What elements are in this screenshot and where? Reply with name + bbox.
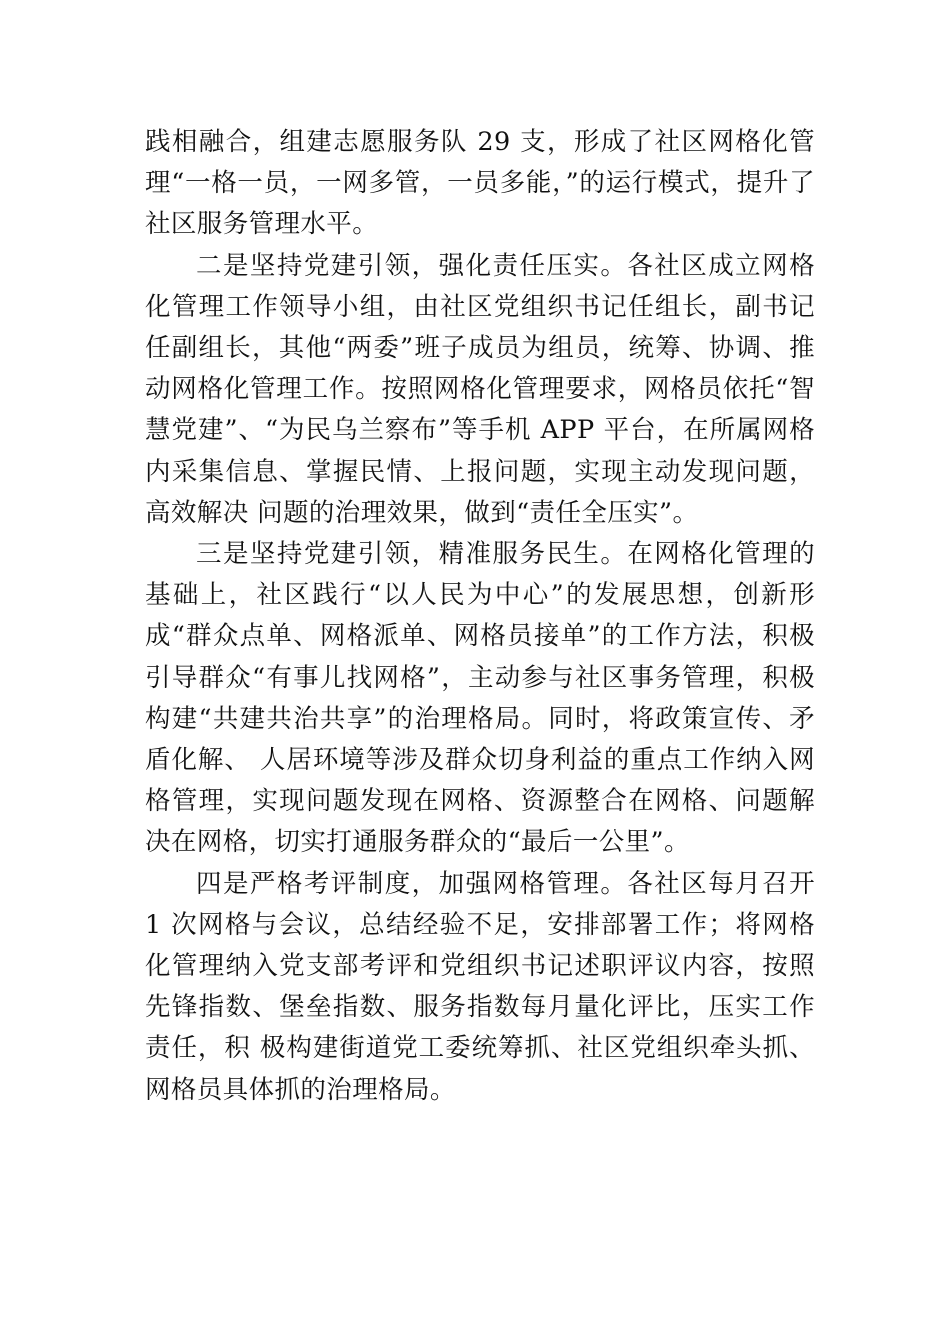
paragraph-evaluation-system: 四是严格考评制度，加强网格管理。各社区每月召开 1 次网格与会议，总结经验不足，安排部署工作；将网格化管理纳入党支部考评和党组织书记述职评议内容，按照先锋指数、堡垒指数、服务指数每月量化评比，压实工作责任，积 极构建街道党工委统筹抓、社区党组织牵头抓、网格员具体抓的治理格局。 [145, 868, 815, 1105]
document-body [145, 122, 815, 1111]
paragraph-responsibility: 二是坚持党建引领，强化责任压实。各社区成立网格化管理工作领导小组，由社区党组织书记任组长，副书记任副组长，其他“两委”班子成员为组员，统筹、协调、推动网格化管理工作。按照网格化管理要求，网格员依托“智慧党建”、“为民乌兰察布”等手机 APP 平台，在所属网格内采集信息、掌握民情、上报问题，实现主动发现问题，高效解决 问题的治理效果，做到“责任全压实”。 [145, 250, 815, 528]
paragraph-continuation: 践相融合，组建志愿服务队 29 支，形成了社区网格化管理“一格一员，一网多管，一员多能，”的运行模式，提升了社区服务管理水平。 [145, 127, 815, 240]
paragraph-livelihood-service: 三是坚持党建引领，精准服务民生。在网格化管理的基础上，社区践行“以人民为中心”的发展思想，创新形成“群众点单、网格派单、网格员接单”的工作方法，积极引导群众“有事儿找网格”，主动参与社区事务管理，积极构建“共建共治共享”的治理格局。同时，将政策宣传、矛盾化解、 人居环境等涉及群众切身利益的重点工作纳入网格管理，实现问题发现在网格、资源整合在网格、问题解决在网格，切实打通服务群众的“最后一公里”。 [145, 539, 815, 858]
